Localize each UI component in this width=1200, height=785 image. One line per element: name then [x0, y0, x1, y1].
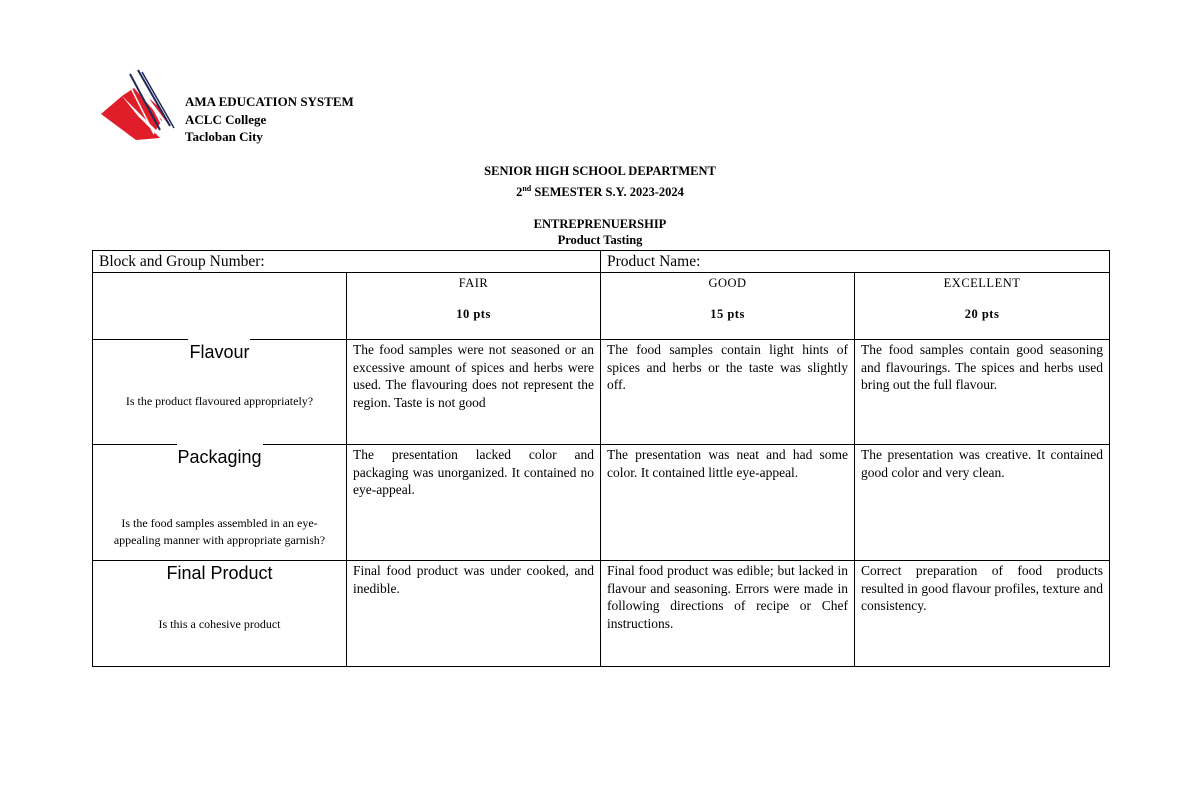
level-excellent	[855, 273, 1110, 340]
level-name: EXCELLENT	[943, 276, 1021, 290]
descriptor-fair: The food samples were not seasoned or an excessive amount of spices and herbs were used. The flavouring does not represent the region. Taste is not good	[347, 340, 601, 445]
criterion-title: Final Product	[166, 563, 273, 583]
level-points: 20 pts	[964, 307, 1000, 321]
criterion-flavour	[93, 340, 347, 445]
descriptor-excellent: The food samples contain good seasoning and flavourings. The spices and herbs used bring out the full flavour.	[855, 340, 1110, 445]
city-name: Tacloban City	[185, 129, 263, 144]
department-title: SENIOR HIGH SCHOOL DEPARTMENT	[484, 164, 716, 178]
semester-number: 2	[516, 185, 523, 200]
level-points: 15 pts	[710, 307, 745, 321]
block-group-label: Block and Group Number:	[99, 253, 265, 270]
criterion-final-product	[93, 561, 347, 667]
criterion-title: Flavour	[189, 342, 250, 362]
table-row	[93, 340, 1110, 445]
level-good	[601, 273, 855, 340]
level-points: 10 pts	[456, 307, 491, 321]
department-heading	[0, 163, 1200, 201]
criterion-question: Is the product flavoured appropriately?	[125, 394, 314, 408]
criterion-question: Is the food samples assembled in an eye-appealing manner with appropriate garnish?	[113, 516, 326, 547]
border-gap	[177, 444, 263, 446]
descriptor-excellent: Correct preparation of food products resulted in good flavour profiles, texture and consistency.	[855, 561, 1110, 667]
org-name: AMA EDUCATION SYSTEM	[185, 94, 354, 109]
table-row	[93, 445, 1110, 561]
descriptor-fair: The presentation lacked color and packaging was unorganized. It contained no eye-appeal.	[347, 445, 601, 561]
subject-heading	[0, 216, 1200, 248]
criterion-title: Packaging	[177, 447, 262, 467]
school-info	[185, 93, 354, 146]
product-name-label: Product Name:	[607, 253, 701, 270]
subject-title: ENTREPRENUERSHIP	[533, 217, 667, 231]
rubric-table	[92, 250, 1110, 667]
semester-ordinal-suffix: nd	[522, 184, 532, 193]
descriptor-good: The food samples contain light hints of spices and herbs or the taste was slightly off.	[601, 340, 855, 445]
college-name: ACLC College	[185, 111, 267, 127]
descriptor-good: The presentation was neat and had some color. It contained little eye-appeal.	[601, 445, 855, 561]
level-name: GOOD	[708, 276, 747, 290]
levels-row	[93, 273, 1110, 340]
table-row	[93, 561, 1110, 667]
product-name-field[interactable]	[601, 251, 1110, 273]
block-group-field[interactable]	[93, 251, 601, 273]
activity-title: Product Tasting	[557, 233, 643, 247]
semester-line	[0, 180, 1200, 201]
descriptor-fair: Final food product was under cooked, and inedible.	[347, 561, 601, 667]
semester-text: SEMESTER S.Y. 2023-2024	[531, 185, 684, 200]
descriptor-good: Final food product was edible; but lacked in flavour and seasoning. Errors were made in following directions of recipe or Chef instructions.	[601, 561, 855, 667]
college-logo	[98, 68, 178, 144]
descriptor-excellent: The presentation was creative. It contained good color and very clean.	[855, 445, 1110, 561]
criterion-question: Is this a cohesive product	[158, 617, 281, 631]
blank-header-cell	[93, 273, 347, 340]
border-gap	[188, 339, 250, 341]
level-name: FAIR	[458, 276, 489, 290]
criterion-packaging	[93, 445, 347, 561]
table-header-row	[93, 251, 1110, 273]
level-fair	[347, 273, 601, 340]
